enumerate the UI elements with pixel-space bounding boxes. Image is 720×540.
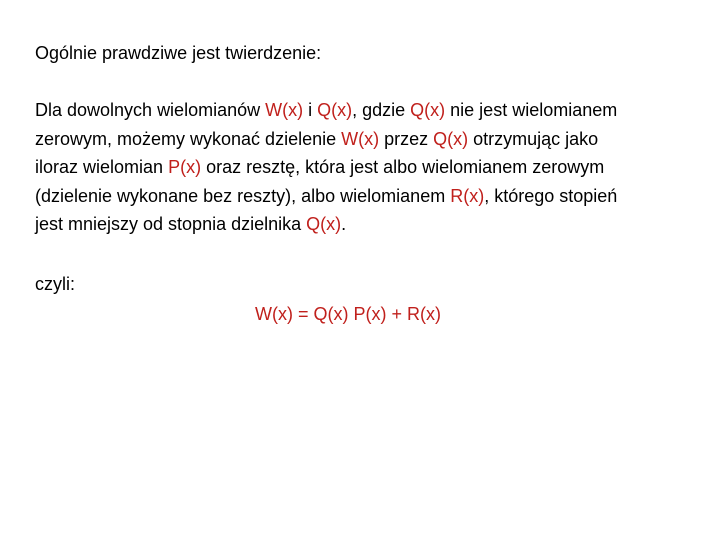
- theorem-line-5: [35, 210, 695, 239]
- text-segment: i: [303, 100, 318, 120]
- polynomial-q: Q(x): [306, 214, 342, 234]
- text-segment: .: [341, 214, 347, 234]
- text-segment: nie jest wielomianem: [445, 100, 618, 120]
- polynomial-w: W(x): [341, 128, 380, 149]
- text-segment: Dla dowolnych wielomianów: [35, 100, 266, 120]
- polynomial-p: P(x): [168, 157, 202, 177]
- text-segment: , gdzie: [352, 100, 411, 120]
- polynomial-w: W(x): [265, 100, 304, 120]
- text-segment: (dzielenie wykonane bez reszty), albo wielomianem: [35, 185, 451, 206]
- text-segment: przez: [379, 128, 434, 149]
- polynomial-q: Q(x): [410, 100, 446, 120]
- polynomial-q: Q(x): [317, 100, 353, 120]
- text-segment: zerowym, możemy wykonać dzielenie: [35, 128, 342, 149]
- theorem-line-1: [35, 96, 695, 125]
- text-segment: oraz resztę, która jest albo wielomianem zerowym: [201, 157, 605, 177]
- division-formula: W(x) = Q(x) P(x) + R(x): [255, 304, 441, 324]
- text-segment: , którego stopień: [484, 185, 618, 206]
- text-segment: iloraz wielomian: [35, 157, 169, 177]
- theorem-line-2: [35, 125, 695, 154]
- text-segment: jest mniejszy od stopnia dzielnika: [35, 214, 307, 234]
- intro-text: Ogólnie prawdziwe jest twierdzenie:: [35, 43, 322, 63]
- theorem-line-3: [35, 153, 695, 182]
- theorem-paragraph: [35, 96, 695, 239]
- polynomial-r: R(x): [450, 185, 485, 206]
- theorem-line-4: [35, 182, 695, 211]
- polynomial-q: Q(x): [433, 128, 469, 149]
- text-segment: otrzymując jako: [468, 128, 599, 149]
- czyli-label: czyli:: [35, 274, 75, 294]
